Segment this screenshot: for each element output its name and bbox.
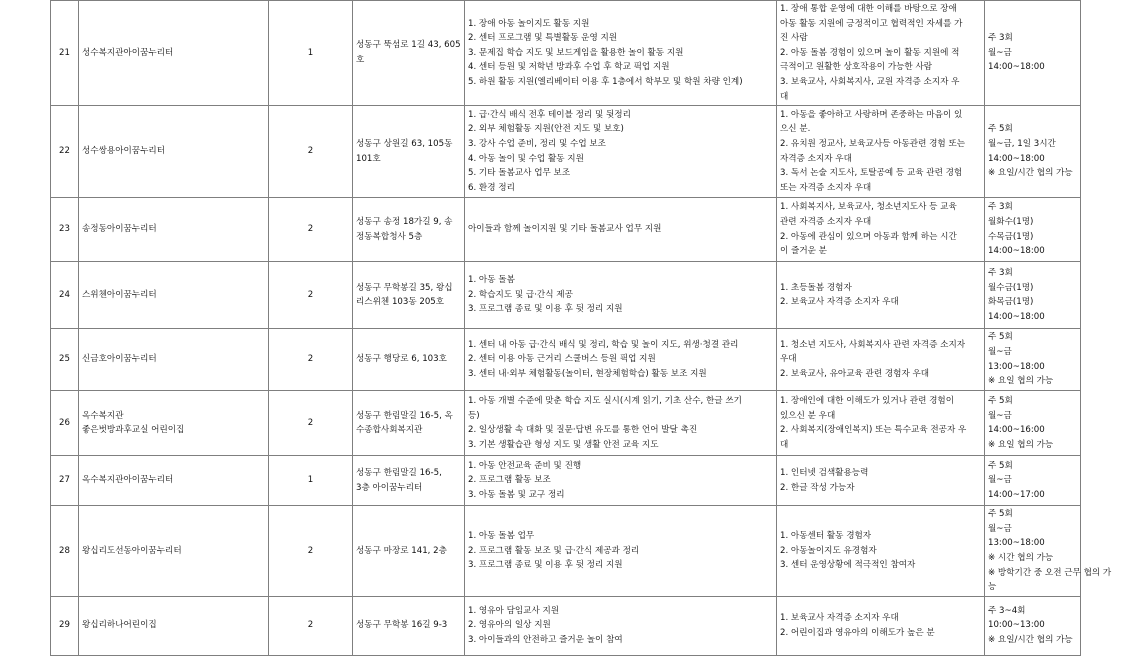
center-name	[79, 329, 269, 391]
table-body	[51, 1, 1112, 656]
working-hours-line: 13:00~18:00	[988, 361, 1045, 372]
row-number: 26	[51, 391, 79, 456]
qualifications	[777, 106, 985, 198]
qualifications-line: 2. 보육교사 자격증 소지자 우대	[780, 297, 899, 308]
duty-description-line: 1. 영유아 담임교사 지원	[468, 605, 560, 616]
duty-description-line: 3. 문제집 학습 지도 및 보드게임을 활용한 놀이 활동 지원	[468, 47, 684, 58]
working-hours-line: 월화수(1명)	[988, 217, 1034, 228]
working-hours-line: 주 5회	[988, 124, 1013, 135]
duty-description-line: 3. 기본 생활습관 형성 지도 및 생활 안전 교육 지도	[468, 439, 659, 450]
qualifications-line: 진 사람	[780, 33, 808, 44]
working-hours-line: 화목금(1명)	[988, 297, 1034, 308]
duty-description-line: 1. 아동 돌봄	[468, 275, 515, 286]
qualifications	[777, 1, 985, 106]
duty-description-line: 3. 프로그램 종료 및 이용 후 뒷 정리 지원	[468, 560, 623, 571]
table-row	[51, 596, 1081, 655]
working-hours	[985, 596, 1081, 655]
duty-description-line: 2. 센터 프로그램 및 특별활동 운영 지원	[468, 33, 618, 44]
table-row	[51, 1, 1081, 106]
recruit-count: 2	[269, 106, 353, 198]
qualifications-line: 2. 아동놀이지도 유경험자	[780, 545, 877, 556]
working-hours-line: 월~금	[988, 47, 1012, 58]
row-number: 21	[51, 1, 79, 106]
working-hours	[985, 198, 1081, 262]
row-number: 29	[51, 596, 79, 655]
center-address-line: 101호	[356, 153, 381, 164]
working-hours	[985, 391, 1081, 456]
duty-description	[465, 262, 777, 329]
qualifications-line: 대	[780, 439, 789, 450]
duty-description-line: 4. 아동 놀이 및 수업 활동 지원	[468, 153, 584, 164]
working-hours-line: 월~금, 1일 3시간	[988, 139, 1056, 150]
qualifications	[777, 329, 985, 391]
qualifications-line: 1. 아동센터 활동 경험자	[780, 531, 872, 542]
table-row	[51, 106, 1081, 198]
row-number: 24	[51, 262, 79, 329]
qualifications-line: 1. 아동을 좋아하고 사랑하며 존중하는 마음이 있	[780, 109, 963, 120]
center-address-line: 성동구 상원길 63, 105동	[356, 139, 453, 150]
qualifications-line: 우대	[780, 354, 797, 365]
center-name-line: 성수복지관아이꿈누리터	[82, 47, 174, 58]
working-hours-line: 주 5회	[988, 509, 1013, 520]
center-name-line: 송정동아이꿈누리터	[82, 224, 157, 235]
row-number: 23	[51, 198, 79, 262]
center-address-line: 성동구 한림말길 16-5,	[356, 468, 442, 479]
duty-description-line: 3. 아동 돌봄 및 교구 정리	[468, 489, 565, 500]
qualifications-line: 자격증 소지자 우대	[780, 153, 852, 164]
recruit-count: 2	[269, 391, 353, 456]
duty-description-line: 3. 강사 수업 준비, 정리 및 수업 보조	[468, 139, 606, 150]
center-name-line: 왕십리도선동아이꿈누리터	[82, 545, 182, 556]
qualifications-line: 2. 유치원 정교사, 보육교사등 아동관련 경험 또는	[780, 139, 966, 150]
center-address-line: 정동복합청사 5층	[356, 231, 423, 242]
table-row	[51, 506, 1081, 597]
qualifications-line: 1. 장애 통합 운영에 대한 이해를 바탕으로 장애	[780, 4, 957, 14]
center-address	[353, 106, 465, 198]
working-hours	[985, 106, 1081, 198]
working-hours-line: 14:00~18:00	[988, 153, 1045, 164]
duty-description	[465, 198, 777, 262]
working-hours-line: ※ 요일/시간 협의 가능	[988, 635, 1073, 646]
center-name-line: 스위첸아이꿈누리터	[82, 289, 157, 300]
qualifications-line: 극적이고 원활한 상호작용이 가능한 사람	[780, 62, 933, 73]
working-hours-line: ※ 요일/시간 협의 가능	[988, 168, 1073, 179]
working-hours-line: 14:00~18:00	[988, 311, 1045, 322]
working-hours	[985, 456, 1081, 506]
center-address-line: 성동구 뚝섬로 1길 43, 605	[356, 40, 461, 51]
center-address-line: 3층 아이꿈누리터	[356, 482, 423, 493]
center-name-line: 옥수복지관	[82, 410, 124, 421]
working-hours-line: ※ 요일 협의 가능	[988, 376, 1054, 387]
table-row	[51, 391, 1081, 456]
center-address-line: 성동구 무학봉 16길 9-3	[356, 620, 448, 631]
working-hours-line: 월~금	[988, 475, 1012, 486]
center-address	[353, 456, 465, 506]
duty-description	[465, 106, 777, 198]
working-hours	[985, 262, 1081, 329]
qualifications-line: 이 즐거운 분	[780, 246, 827, 257]
duty-description-line: 아이들과 함께 놀이지원 및 기타 돌봄교사 업무 지원	[468, 224, 662, 235]
working-hours-line: ※ 방학기간 중 오전 근무 협의 가	[988, 567, 1112, 578]
qualifications-line: 3. 보육교사, 사회복지사, 교원 자격증 소지자 우	[780, 76, 960, 87]
duty-description-line: 1. 장애 아동 놀이지도 활동 지원	[468, 18, 590, 29]
working-hours-line: 능	[988, 582, 997, 593]
qualifications	[777, 391, 985, 456]
table-row	[51, 329, 1081, 391]
center-name-line: 왕십리하나어린이집	[82, 620, 157, 631]
qualifications-line: 또는 자격증 소지자 우대	[780, 182, 872, 193]
qualifications-line: 관련 자격증 소지자 우대	[780, 217, 872, 228]
qualifications-line: 2. 어린이집과 영유아의 이해도가 높은 분	[780, 627, 935, 638]
duty-description-line: 1. 센터 내 아동 급·간식 배식 및 정리, 학습 및 놀이 지도, 위생·청결 관리	[468, 339, 739, 350]
center-name	[79, 262, 269, 329]
center-name-line: 좋은벗방과후교실 어린이집	[82, 425, 185, 436]
duty-description-line: 1. 아동 안전교육 준비 및 진행	[468, 460, 582, 471]
table-row	[51, 262, 1081, 329]
center-address	[353, 1, 465, 106]
working-hours-line: 월~금	[988, 523, 1012, 534]
center-name	[79, 506, 269, 597]
center-name	[79, 456, 269, 506]
center-address-line: 성동구 무학봉길 35, 왕십	[356, 282, 453, 293]
recruit-count: 2	[269, 596, 353, 655]
center-name-line: 신금호아이꿈누리터	[82, 354, 157, 365]
center-name	[79, 596, 269, 655]
center-address	[353, 391, 465, 456]
center-address-line: 성동구 행당로 6, 103호	[356, 354, 447, 365]
qualifications	[777, 262, 985, 329]
center-name	[79, 391, 269, 456]
row-number: 27	[51, 456, 79, 506]
recruitment-table	[50, 0, 1112, 656]
qualifications-line: 대	[780, 91, 789, 102]
duty-description-line: 1. 급·간식 배식 전후 테이블 정리 및 뒷정리	[468, 109, 631, 120]
duty-description-line: 2. 프로그램 활동 보조	[468, 475, 551, 486]
qualifications	[777, 596, 985, 655]
duty-description-line: 3. 아이들과의 안전하고 즐거운 놀이 참여	[468, 635, 623, 646]
qualifications-line: 2. 아동에 관심이 있으며 아동과 함께 하는 시간	[780, 231, 957, 242]
center-name	[79, 1, 269, 106]
center-address	[353, 262, 465, 329]
duty-description-line: 등)	[468, 410, 480, 421]
duty-description	[465, 456, 777, 506]
center-address-line: 수종합사회복지관	[356, 425, 423, 436]
duty-description-line: 3. 프로그램 종료 및 이용 후 뒷 정리 지원	[468, 304, 623, 315]
duty-description-line: 4. 센터 등원 및 저학년 방과후 수업 후 학교 픽업 지원	[468, 62, 670, 73]
duty-description-line: 5. 기타 돌봄교사 업무 보조	[468, 168, 571, 179]
duty-description-line: 3. 센터 내·외부 체험활동(놀이터, 현장체험학습) 활동 보조 지원	[468, 368, 707, 379]
working-hours-line: 주 5회	[988, 395, 1013, 406]
center-address	[353, 329, 465, 391]
qualifications-line: 1. 사회복지사, 보육교사, 청소년지도사 등 교육	[780, 202, 957, 213]
qualifications-line: 1. 보육교사 자격증 소지자 우대	[780, 613, 899, 624]
recruit-count: 2	[269, 506, 353, 597]
center-name	[79, 198, 269, 262]
center-name-line: 옥수복지관아이꿈누리터	[82, 475, 174, 486]
duty-description	[465, 596, 777, 655]
center-address-line: 호	[356, 55, 365, 66]
duty-description	[465, 506, 777, 597]
working-hours-line: 14:00~18:00	[988, 246, 1045, 257]
duty-description-line: 2. 학습지도 및 급·간식 제공	[468, 289, 573, 300]
qualifications	[777, 198, 985, 262]
working-hours-line: 10:00~13:00	[988, 620, 1045, 631]
qualifications	[777, 506, 985, 597]
qualifications-line: 으신 분.	[780, 124, 811, 135]
center-address	[353, 596, 465, 655]
qualifications-line: 2. 아동 돌봄 경험이 있으며 놀이 활동 지원에 적	[780, 47, 960, 58]
center-address	[353, 198, 465, 262]
duty-description	[465, 1, 777, 106]
center-name-line: 성수쌍용아이꿈누리터	[82, 146, 166, 157]
qualifications-line: 1. 장애인에 대한 이해도가 있거나 관련 경험이	[780, 395, 955, 406]
qualifications-line: 2. 한글 작성 가능자	[780, 482, 855, 493]
working-hours-line: 월~금	[988, 410, 1012, 421]
center-address	[353, 506, 465, 597]
qualifications-line: 1. 청소년 지도사, 사회복지사 관련 자격증 소지자	[780, 339, 966, 350]
working-hours-line: 주 5회	[988, 332, 1013, 343]
qualifications-line: 2. 사회복지(장애인복지) 또는 특수교육 전공자 우	[780, 425, 967, 436]
duty-description-line: 6. 환경 정리	[468, 182, 515, 193]
working-hours	[985, 506, 1112, 597]
duty-description	[465, 329, 777, 391]
row-number: 22	[51, 106, 79, 198]
working-hours-line: 주 3회	[988, 33, 1013, 44]
center-address-line: 성동구 송정 18가길 9, 송	[356, 217, 453, 228]
qualifications-line: 1. 초등돌봄 경험자	[780, 282, 852, 293]
center-address-line: 성동구 마장로 141, 2층	[356, 545, 447, 556]
qualifications	[777, 456, 985, 506]
working-hours	[985, 1, 1081, 106]
duty-description-line: 1. 아동 돌봄 업무	[468, 531, 535, 542]
row-number: 28	[51, 506, 79, 597]
row-number: 25	[51, 329, 79, 391]
working-hours-line: 13:00~18:00	[988, 538, 1045, 549]
recruit-count: 1	[269, 1, 353, 106]
working-hours-line: 14:00~17:00	[988, 489, 1045, 500]
working-hours-line: 월수금(1명)	[988, 282, 1034, 293]
qualifications-line: 1. 인터넷 검색활용능력	[780, 468, 869, 479]
qualifications-line: 3. 센터 운영상황에 적극적인 참여자	[780, 560, 916, 571]
recruit-count: 2	[269, 329, 353, 391]
working-hours-line: 주 3회	[988, 267, 1013, 278]
duty-description-line: 5. 하원 활동 지원(엘리베이터 이용 후 1층에서 학부모 및 학원 차량 인계)	[468, 76, 743, 87]
duty-description-line: 2. 외부 체험활동 지원(안전 지도 및 보호)	[468, 124, 624, 135]
working-hours	[985, 329, 1081, 391]
table-row	[51, 198, 1081, 262]
center-address-line: 리스위첸 103동 205호	[356, 297, 445, 308]
working-hours-line: 주 3회	[988, 202, 1013, 213]
qualifications-line: 아동 활동 지원에 긍정적이고 협력적인 자세를 가	[780, 18, 963, 29]
duty-description-line: 1. 아동 개별 수준에 맞춘 학습 지도 실시(시계 읽기, 기초 산수, 한글 쓰기	[468, 395, 742, 406]
duty-description-line: 2. 프로그램 활동 보조 및 급·간식 제공과 정리	[468, 545, 640, 556]
duty-description-line: 2. 일상생활 속 대화 및 질문·답변 유도를 통한 언어 발달 촉진	[468, 425, 698, 436]
duty-description	[465, 391, 777, 456]
center-name	[79, 106, 269, 198]
working-hours-line: 월~금	[988, 347, 1012, 358]
working-hours-line: 14:00~16:00	[988, 425, 1045, 436]
recruit-count: 2	[269, 198, 353, 262]
working-hours-line: ※ 요일 협의 가능	[988, 439, 1054, 450]
working-hours-line: 주 5회	[988, 460, 1013, 471]
qualifications-line: 있으신 분 우대	[780, 410, 836, 421]
working-hours-line: 14:00~18:00	[988, 62, 1045, 73]
working-hours-line: ※ 시간 협의 가능	[988, 552, 1054, 563]
qualifications-line: 2. 보육교사, 유아교육 관련 경험자 우대	[780, 368, 930, 379]
recruit-count: 1	[269, 456, 353, 506]
recruitment-table-wrapper	[50, 0, 1112, 656]
table-row	[51, 456, 1081, 506]
duty-description-line: 2. 센터 이용 아동 근거리 스쿨버스 등원 픽업 지원	[468, 354, 656, 365]
duty-description-line: 2. 영유아의 일상 지원	[468, 620, 551, 631]
center-address-line: 성동구 한림말길 16-5, 옥	[356, 410, 453, 421]
working-hours-line: 수목금(1명)	[988, 231, 1034, 242]
working-hours-line: 주 3~4회	[988, 605, 1026, 616]
recruit-count: 2	[269, 262, 353, 329]
qualifications-line: 3. 독서 논술 지도사, 토탈공예 등 교육 관련 경험	[780, 168, 963, 179]
